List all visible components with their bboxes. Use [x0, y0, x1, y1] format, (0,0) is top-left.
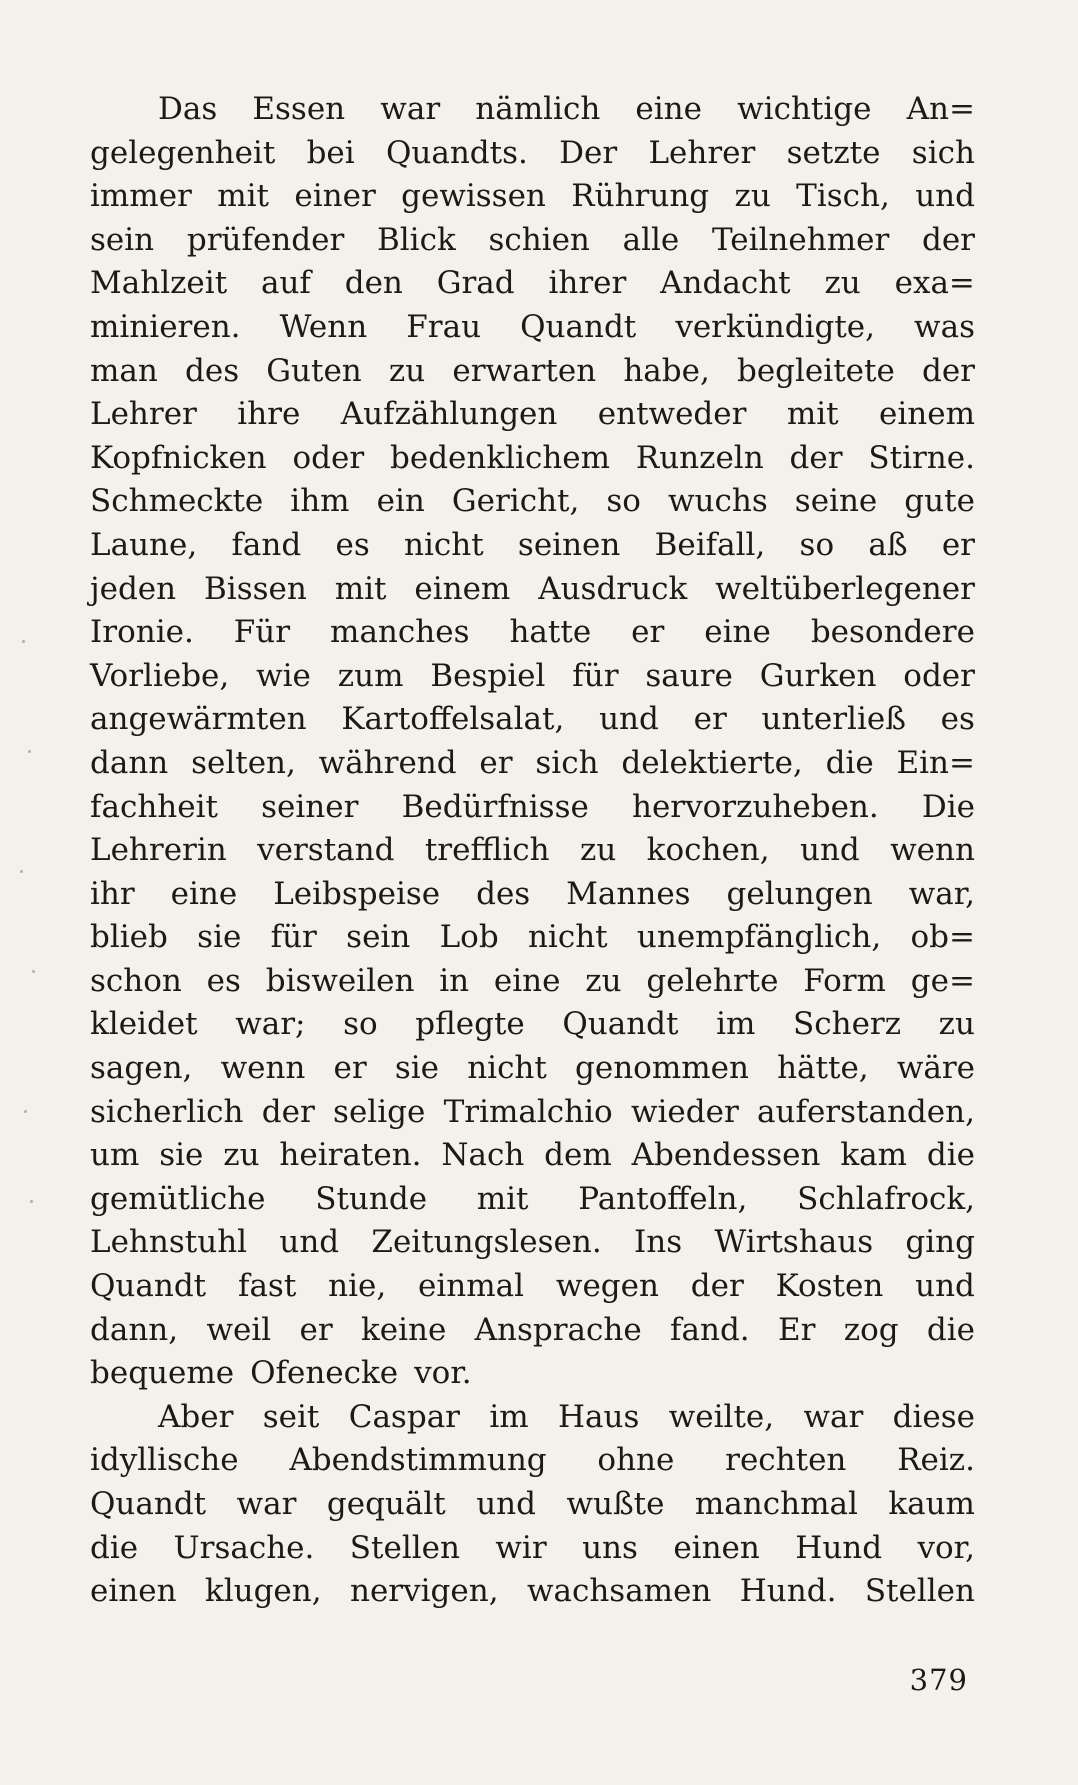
text-line: ihr eine Leibspeise des Mannes gelungen war, [90, 875, 975, 912]
text-line: Lehrerin verstand trefflich zu kochen, und wenn [90, 832, 975, 869]
text-line: sicherlich der selige Trimalchio wieder auferstanden, [90, 1093, 975, 1130]
text-line: um sie zu heiraten. Nach dem Abendessen kam die [90, 1137, 975, 1174]
text-line: Lehnstuhl und Zeitungslesen. Ins Wirtshaus ging [90, 1224, 975, 1261]
paragraph [90, 1396, 975, 1614]
text-line: man des Guten zu erwarten habe, begleitete der [90, 352, 975, 389]
text-line: Das Essen war nämlich eine wichtige An= [158, 91, 975, 127]
text-line: Ironie. Für manches hatte er eine besondere [90, 614, 975, 651]
text-line: Lehrer ihre Aufzählungen entweder mit einem [90, 396, 975, 433]
text-line: jeden Bissen mit einem Ausdruck weltüberlegener [90, 570, 975, 607]
text-line: sagen, wenn er sie nicht genommen hätte, wäre [90, 1050, 975, 1087]
text-line: fachheit seiner Bedürfnisse hervorzuheben. Die [90, 788, 975, 825]
page-number: 379 [909, 1663, 968, 1697]
text-line: gemütliche Stunde mit Pantoffeln, Schlafrock, [90, 1180, 975, 1217]
text-line: bequeme Ofenecke vor. [90, 1355, 472, 1392]
text-line: Laune, fand es nicht seinen Beifall, so aß er [90, 526, 975, 563]
text-line: minieren. Wenn Frau Quandt verkündigte, was [90, 308, 975, 345]
text-line: idyllische Abendstimmung ohne rechten Reiz. [90, 1442, 975, 1479]
text-line: immer mit einer gewissen Rührung zu Tisch, und [90, 178, 975, 215]
text-line: einen klugen, nervigen, wachsamen Hund. Stellen [90, 1573, 975, 1610]
text-line: Quandt war gequält und wußte manchmal kaum [90, 1486, 975, 1522]
text-line: dann selten, während er sich delektierte, die Ein= [90, 744, 975, 781]
paragraph [90, 88, 975, 1396]
text-line: Quandt fast nie, einmal wegen der Kosten und [90, 1268, 975, 1305]
text-line: sein prüfender Blick schien alle Teilnehmer der [90, 221, 975, 258]
text-line: gelegenheit bei Quandts. Der Lehrer setzte sich [90, 134, 975, 171]
text-line: Kopfnicken oder bedenklichem Runzeln der Stirne. [90, 439, 975, 476]
text-line: dann, weil er keine Ansprache fand. Er zog die [90, 1311, 975, 1348]
text-line: Vorliebe, wie zum Bespiel für saure Gurken oder [90, 657, 975, 694]
text-line: kleidet war; so pflegte Quandt im Scherz zu [90, 1006, 975, 1043]
text-line: Mahlzeit auf den Grad ihrer Andacht zu exa= [90, 265, 975, 302]
text-line: blieb sie für sein Lob nicht unempfänglich, ob= [90, 919, 975, 956]
text-line: angewärmten Kartoffelsalat, und er unterließ es [90, 701, 975, 738]
page-body [90, 88, 975, 1688]
text-line: die Ursache. Stellen wir uns einen Hund vor, [90, 1529, 975, 1566]
text-line: Aber seit Caspar im Haus weilte, war diese [158, 1398, 975, 1435]
text-line: Schmeckte ihm ein Gericht, so wuchs seine gute [90, 483, 975, 520]
margin-specks [18, 640, 58, 1240]
text-line: schon es bisweilen in eine zu gelehrte Form ge= [90, 962, 975, 999]
